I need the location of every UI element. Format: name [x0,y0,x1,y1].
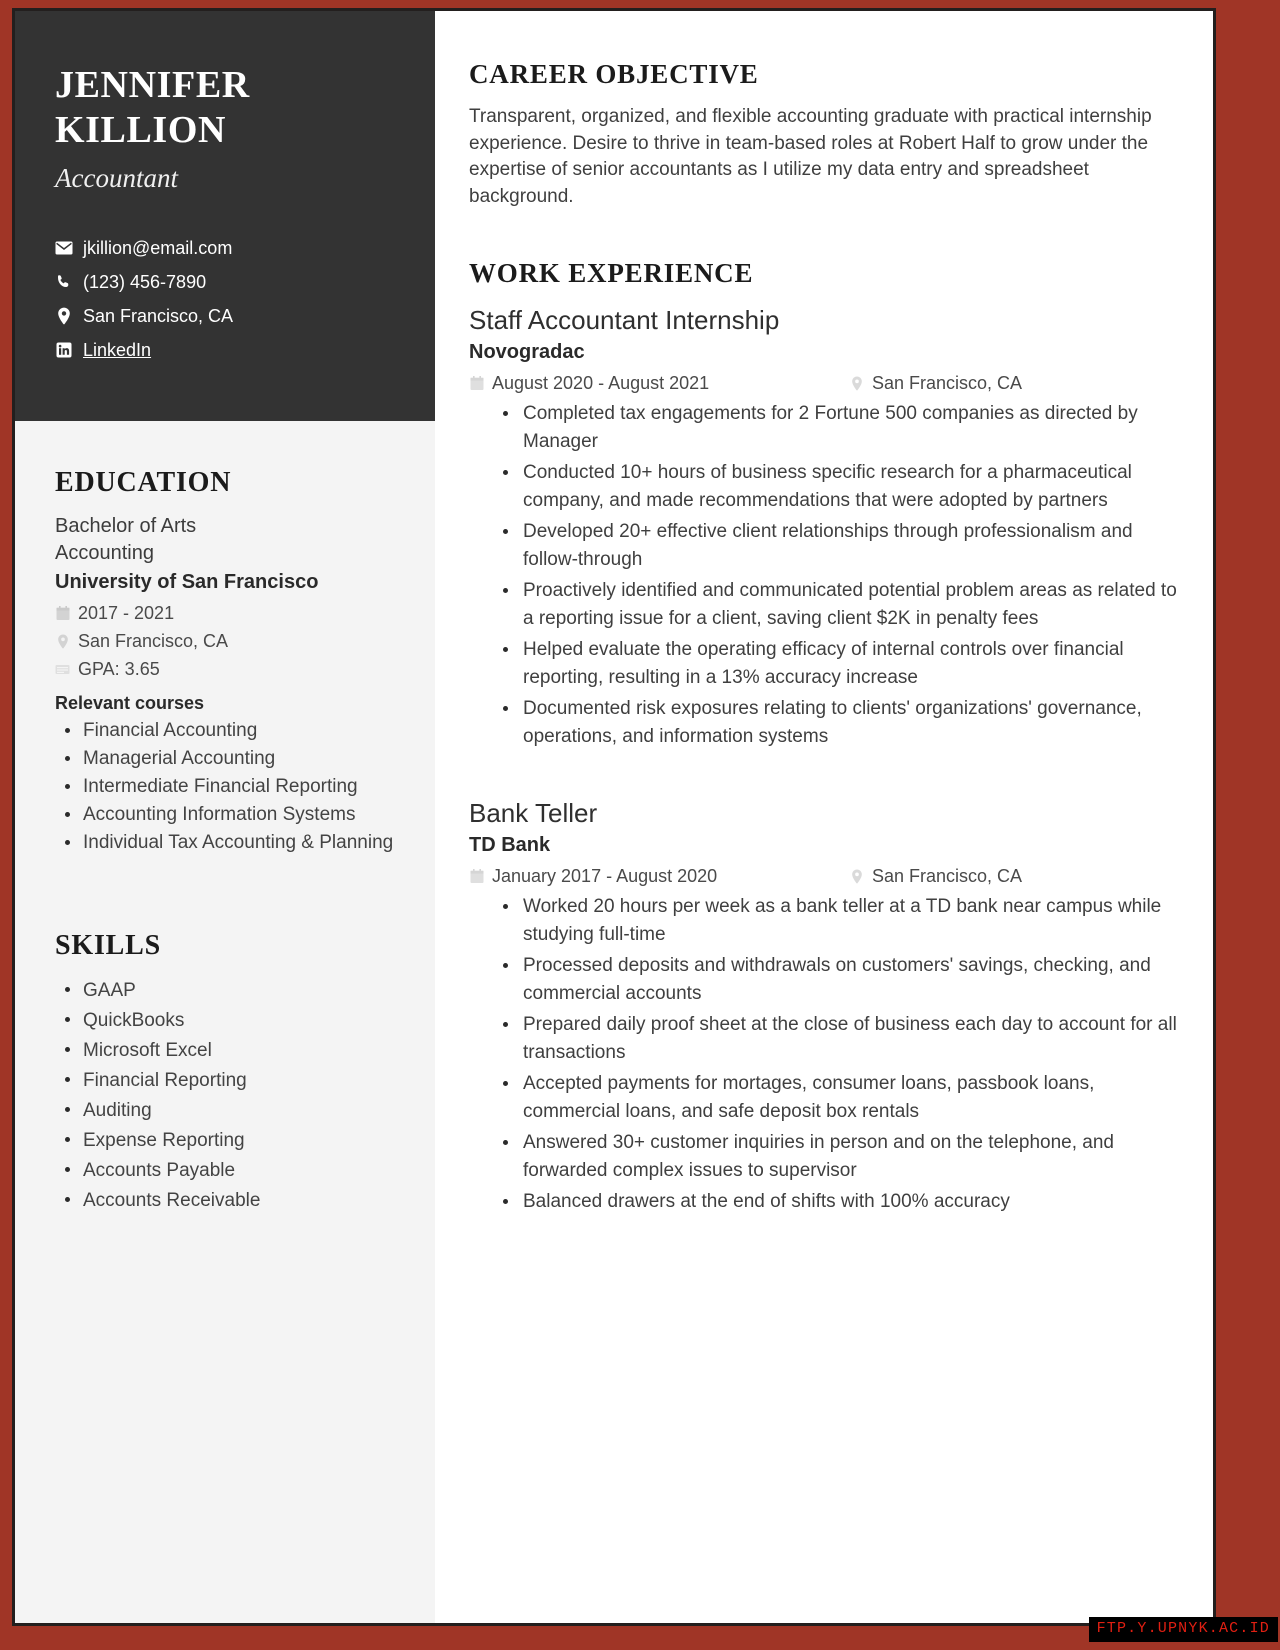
job-location-row [849,369,1022,397]
job-dates-row [469,862,849,890]
list-item: Completed tax engagements for 2 Fortune 500 companies as directed by Manager [497,400,1179,455]
location-pin-icon [849,868,864,884]
list-item: Documented risk exposures relating to clients' organizations' governance, operations, and information systems [497,695,1179,750]
contact-list [55,237,395,361]
education-school: University of San Francisco [55,571,319,593]
resume-page [12,8,1216,1626]
job-dates-row [469,369,849,397]
education-section [55,467,395,856]
job-dates: August 2020 - August 2021 [492,373,710,393]
list-item: Prepared daily proof sheet at the close of business each day to account for all transactions [497,1011,1179,1066]
list-item: Individual Tax Accounting & Planning [59,829,395,856]
list-item: GAAP [59,976,395,1005]
book-icon [55,661,70,677]
list-item: Proactively identified and communicated potential problem areas as related to a reporting issue for a client, saving client $2K in penalty fees [497,577,1179,632]
location-pin-icon [55,633,70,649]
job-company: Novogradac [469,341,585,363]
contact-location [55,305,395,327]
skills-list [55,976,395,1215]
candidate-first-name: JENNIFER [55,64,250,106]
linkedin-icon [55,341,73,359]
relevant-courses-list [55,717,395,856]
list-item: Accounts Payable [59,1156,395,1185]
career-objective-section [469,59,1179,210]
contact-email[interactable] [55,237,395,259]
contact-linkedin[interactable] [55,339,395,361]
education-degree: Bachelor of Arts [55,515,197,537]
job-entry [469,303,1179,750]
work-experience-section [469,258,1179,1216]
education-location: San Francisco, CA [78,631,229,651]
education-gpa-row [55,655,395,683]
career-objective-text: Transparent, organized, and flexible accounting graduate with practical internship experience. Desire to thrive in team-based roles at Robert Half to grow under the expertise of senior accountants as I utilize my data entry and spreadsheet background. [469,106,1152,207]
contact-location-text: San Francisco, CA [83,306,234,326]
list-item: Answered 30+ customer inquiries in person and on the telephone, and forwarded complex issues to supervisor [497,1129,1179,1184]
list-item: Auditing [59,1096,395,1125]
calendar-icon [469,868,484,884]
list-item: Financial Reporting [59,1066,395,1095]
job-meta [469,369,1179,397]
candidate-job-title: Accountant [55,163,178,193]
work-experience-title: WORK EXPERIENCE [469,258,754,288]
list-item: Developed 20+ effective client relationships through professionalism and follow-through [497,518,1179,573]
job-bullets [469,893,1179,1216]
list-item: Microsoft Excel [59,1036,395,1065]
contact-phone[interactable] [55,271,395,293]
job-entry [469,796,1179,1216]
list-item: Accepted payments for mortages, consumer loans, passbook loans, commercial loans, and safe deposit box rentals [497,1070,1179,1125]
list-item: Financial Accounting [59,717,395,744]
education-dates: 2017 - 2021 [78,603,175,623]
candidate-last-name: KILLION [55,109,227,151]
education-major: Accounting [55,542,154,564]
calendar-icon [469,375,484,391]
job-location: San Francisco, CA [872,373,1023,393]
list-item: Accounting Information Systems [59,801,395,828]
list-item: Balanced drawers at the end of shifts with 100% accuracy [497,1188,1179,1216]
education-gpa: GPA: 3.65 [78,659,160,679]
job-title: Staff Accountant Internship [469,305,780,335]
list-item: Conducted 10+ hours of business specific research for a pharmaceutical company, and made recommendations that were adopted by partners [497,459,1179,514]
education-section-title: EDUCATION [55,467,232,498]
sidebar-header [15,11,435,421]
job-meta [469,862,1179,890]
location-pin-icon [55,307,73,325]
skills-section-title: SKILLS [55,930,161,961]
job-dates: January 2017 - August 2020 [492,866,718,886]
main-content [435,11,1213,1623]
job-title: Bank Teller [469,798,598,828]
calendar-icon [55,605,70,621]
career-objective-title: CAREER OBJECTIVE [469,59,759,89]
skills-section [55,930,395,1215]
list-item: Accounts Receivable [59,1186,395,1215]
job-bullets [469,400,1179,750]
job-location-row [849,862,1022,890]
list-item: Expense Reporting [59,1126,395,1155]
list-item: Managerial Accounting [59,745,395,772]
relevant-courses-label: Relevant courses [55,693,205,713]
phone-icon [55,273,73,291]
sidebar-body [15,421,435,1215]
contact-linkedin-text: LinkedIn [83,340,152,360]
job-company: TD Bank [469,834,551,856]
list-item: Worked 20 hours per week as a bank teller at a TD bank near campus while studying full-time [497,893,1179,948]
location-pin-icon [849,375,864,391]
contact-email-text: jkillion@email.com [83,238,233,258]
job-location: San Francisco, CA [872,866,1023,886]
list-item: QuickBooks [59,1006,395,1035]
sidebar [15,11,435,1623]
list-item: Intermediate Financial Reporting [59,773,395,800]
list-item: Processed deposits and withdrawals on customers' savings, checking, and commercial accounts [497,952,1179,1007]
list-item: Helped evaluate the operating efficacy of internal controls over financial reporting, resulting in a 13% accuracy increase [497,636,1179,691]
envelope-icon [55,239,73,257]
education-location-row [55,627,395,655]
watermark: FTP.Y.UPNYK.AC.ID [1089,1617,1278,1642]
contact-phone-text: (123) 456-7890 [83,272,207,292]
education-dates-row [55,599,395,627]
